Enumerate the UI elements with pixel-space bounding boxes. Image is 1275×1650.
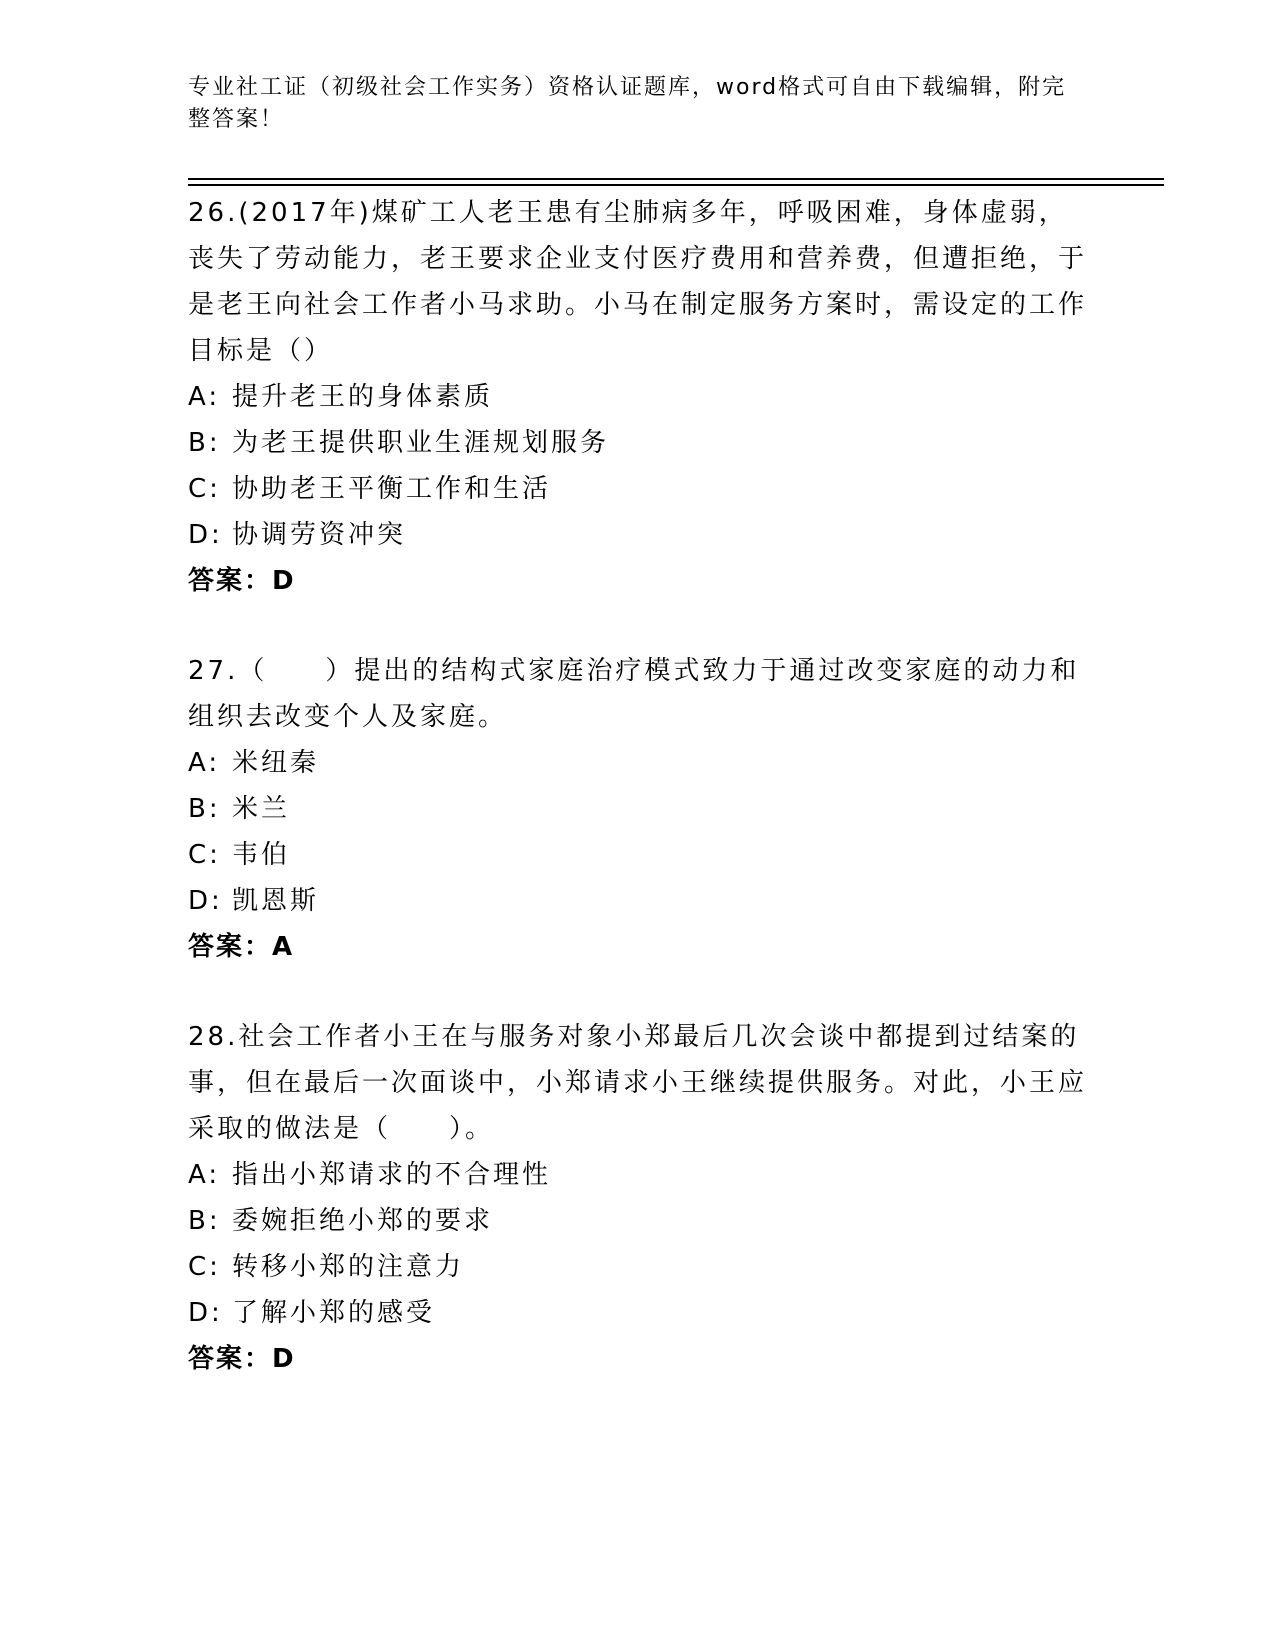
option-text: 为老王提供职业生涯规划服务	[232, 428, 610, 458]
option-text: 提升老王的身体素质	[232, 382, 494, 412]
option-text: 米兰	[232, 794, 291, 824]
answer-line: 答案：D	[188, 1344, 296, 1374]
option-text: 凯恩斯	[232, 886, 320, 916]
option-c	[188, 1244, 1088, 1290]
option-text: 韦伯	[232, 840, 291, 870]
option-d	[188, 878, 1088, 924]
option-c	[188, 466, 1088, 512]
option-letter: A:	[188, 382, 221, 412]
option-d	[188, 512, 1088, 558]
option-a	[188, 374, 1088, 420]
option-letter: A:	[188, 748, 221, 778]
option-text: 指出小郑请求的不合理性	[232, 1160, 552, 1190]
option-letter: C:	[188, 1252, 221, 1282]
option-text: 米纽秦	[232, 748, 320, 778]
option-letter: B:	[188, 1206, 221, 1236]
answer-line: 答案：A	[188, 932, 295, 962]
option-text: 委婉拒绝小郑的要求	[232, 1206, 494, 1236]
header-divider-top	[188, 178, 1164, 180]
option-b	[188, 1198, 1088, 1244]
question-stem: 27.（ ）提出的结构式家庭治疗模式致力于通过改变家庭的动力和组织去改变个人及家庭。	[188, 656, 1080, 732]
document-header: 专业社工证（初级社会工作实务）资格认证题库，word格式可自由下载编辑，附完整答案！	[188, 75, 1067, 132]
option-a	[188, 740, 1088, 786]
option-c	[188, 832, 1088, 878]
option-letter: D:	[188, 520, 223, 550]
option-a	[188, 1152, 1088, 1198]
option-d	[188, 1290, 1088, 1336]
answer-line: 答案：D	[188, 566, 296, 596]
option-letter: A:	[188, 1160, 221, 1190]
option-text: 协调劳资冲突	[232, 520, 407, 550]
option-text: 了解小郑的感受	[232, 1298, 436, 1328]
option-letter: B:	[188, 794, 221, 824]
option-b	[188, 420, 1088, 466]
option-letter: D:	[188, 886, 223, 916]
question-list	[188, 190, 1088, 1426]
option-letter: B:	[188, 428, 221, 458]
question-27	[188, 648, 1088, 970]
question-stem: 26.(2017年)煤矿工人老王患有尘肺病多年，呼吸困难，身体虚弱，丧失了劳动能力，老王要求企业支付医疗费用和营养费，但遭拒绝，于是老王向社会工作者小马求助。小马在制定服务方案时，需设定的工作目标是（）	[188, 198, 1088, 366]
option-letter: C:	[188, 840, 221, 870]
question-28	[188, 1014, 1088, 1382]
header-divider-bottom	[188, 184, 1164, 186]
option-letter: D:	[188, 1298, 223, 1328]
option-letter: C:	[188, 474, 221, 504]
option-text: 转移小郑的注意力	[232, 1252, 465, 1282]
option-b	[188, 786, 1088, 832]
question-stem: 28.社会工作者小王在与服务对象小郑最后几次会谈中都提到过结案的事，但在最后一次面谈中，小郑请求小王继续提供服务。对此，小王应采取的做法是（ ）。	[188, 1022, 1088, 1144]
option-text: 协助老王平衡工作和生活	[232, 474, 552, 504]
question-26	[188, 190, 1088, 604]
